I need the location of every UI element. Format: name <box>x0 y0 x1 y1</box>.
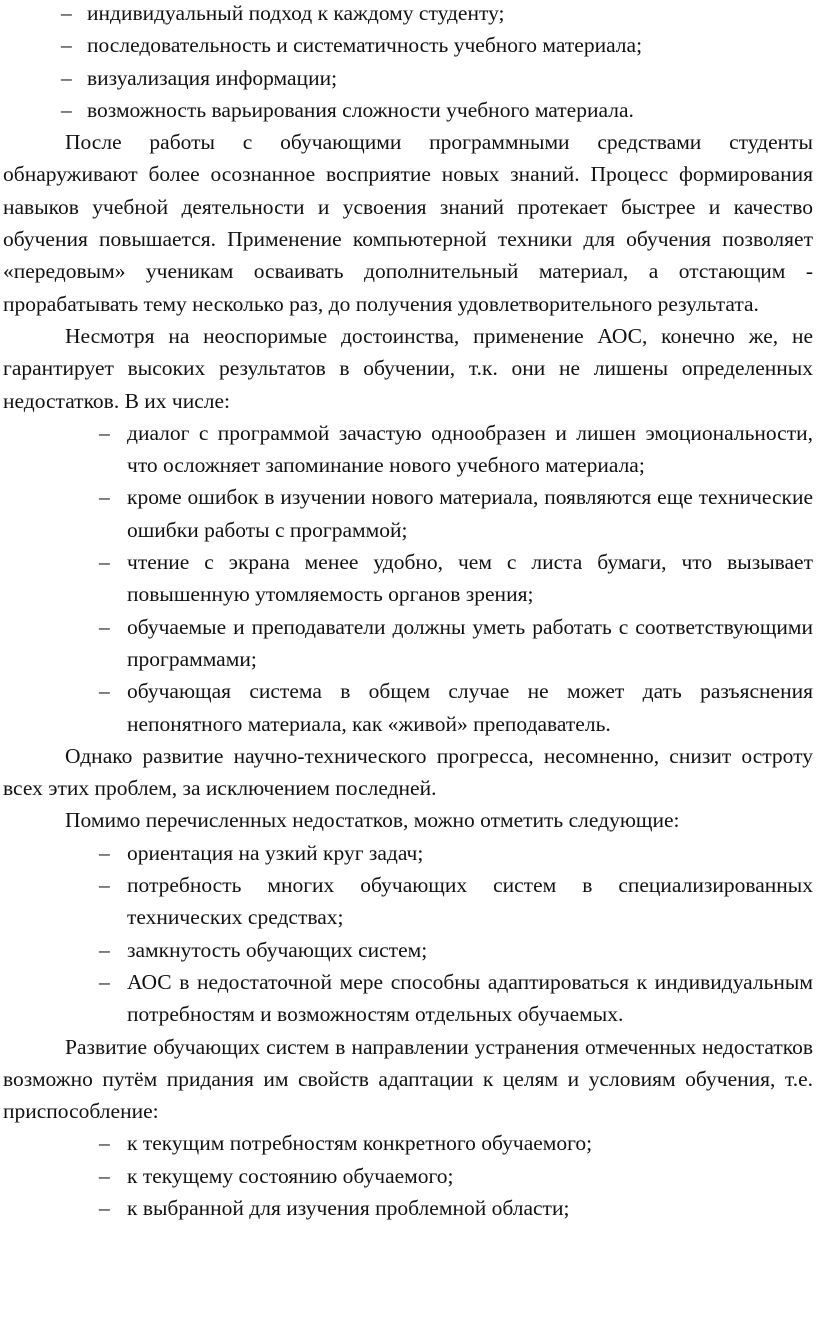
list-item <box>3 1192 813 1224</box>
list-dash: – <box>61 33 72 58</box>
list-item <box>3 966 813 1031</box>
list-dash: – <box>99 937 110 962</box>
paragraph: Однако развитие научно-технического прогресса, несомненно, снизит остроту всех этих проблем, за исключением последней. <box>3 743 813 801</box>
list-item-text: обучающая система в общем случае не может дать разъяснения непонятного материала, как «живой» преподаватель. <box>127 679 813 736</box>
list-item <box>3 62 813 94</box>
list-item-text: визуализация информации; <box>87 65 338 90</box>
list-item-text: возможность варьирования сложности учебного материала. <box>87 97 634 122</box>
list-item-text: потребность многих обучающих систем в специализированных технических средствах; <box>127 873 813 930</box>
list-item <box>3 675 813 740</box>
list-item <box>3 1160 813 1192</box>
paragraph: Помимо перечисленных недостатков, можно отметить следующие: <box>65 808 680 833</box>
list-item-text: кроме ошибок в изучении нового материала, появляются еще технические ошибки работы с программой; <box>127 485 813 542</box>
list-item-text: обучаемые и преподаватели должны уметь работать с соответствующими программами; <box>127 614 813 671</box>
list-dash: – <box>99 1195 110 1220</box>
document-page <box>3 0 813 1224</box>
list-dash: – <box>61 1 72 25</box>
list-dash: – <box>99 1131 110 1156</box>
list-item-text: диалог с программой зачастую однообразен и лишен эмоциональности, что осложняет запоминание нового учебного материала; <box>127 420 813 478</box>
list-dash: – <box>99 969 110 994</box>
list-item-text: к текущему состоянию обучаемого; <box>127 1163 454 1188</box>
list-item <box>3 0 813 29</box>
paragraph: Несмотря на неоспоримые достоинства, применение АОС, конечно же, не гарантирует высоких результатов в обучении, т.к. они не лишены определенных недостатков. В их числе: <box>3 323 813 413</box>
list-dash: – <box>99 550 110 575</box>
list-item <box>3 837 813 869</box>
list-dash: – <box>99 679 110 704</box>
list-dash: – <box>99 614 110 639</box>
list-item <box>3 481 813 546</box>
list-dash: – <box>99 485 110 510</box>
list-item <box>3 1127 813 1159</box>
list-item <box>3 94 813 126</box>
list-item <box>3 611 813 676</box>
list-dash: – <box>99 840 110 865</box>
list-item <box>3 869 813 934</box>
list-item-text: к текущим потребностям конкретного обучаемого; <box>127 1131 593 1156</box>
paragraph: После работы с обучающими программными средствами студенты обнаруживают более осознанное восприятие новых знаний. Процесс формирования навыков учебной деятельности и усвоения знаний протекает быстрее и качество обучения повышается. Применение компьютерной техники для обучения позволяет «передовым» ученикам осваивать дополнительный материал, а отстающим - прорабатывать тему несколько раз, до получения удовлетворительного результата. <box>3 130 813 316</box>
list-item <box>3 417 813 482</box>
list-item <box>3 29 813 61</box>
list-dash: – <box>61 65 72 90</box>
list-item-text: последовательность и систематичность учебного материала; <box>87 33 643 58</box>
list-item-text: замкнутость обучающих систем; <box>127 937 428 962</box>
list-item-text: к выбранной для изучения проблемной области; <box>127 1195 570 1220</box>
list-dash: – <box>99 1163 110 1188</box>
list-item-text: ориентация на узкий круг задач; <box>127 840 424 865</box>
list-dash: – <box>99 420 110 445</box>
list-dash: – <box>99 873 110 898</box>
list-item-text: АОС в недостаточной мере способны адаптироваться к индивидуальным потребностям и возможностям отдельных обучаемых. <box>127 969 813 1027</box>
list-item-text: чтение с экрана менее удобно, чем с листа бумаги, что вызывает повышенную утомляемость органов зрения; <box>127 550 813 607</box>
list-item <box>3 934 813 966</box>
list-dash: – <box>61 97 72 122</box>
list-item-text: индивидуальный подход к каждому студенту; <box>87 1 505 25</box>
paragraph: Развитие обучающих систем в направлении устранения отмеченных недостатков возможно путём придания им свойств адаптации к целям и условиям обучения, т.е. приспособление: <box>3 1034 813 1124</box>
list-item <box>3 546 813 611</box>
